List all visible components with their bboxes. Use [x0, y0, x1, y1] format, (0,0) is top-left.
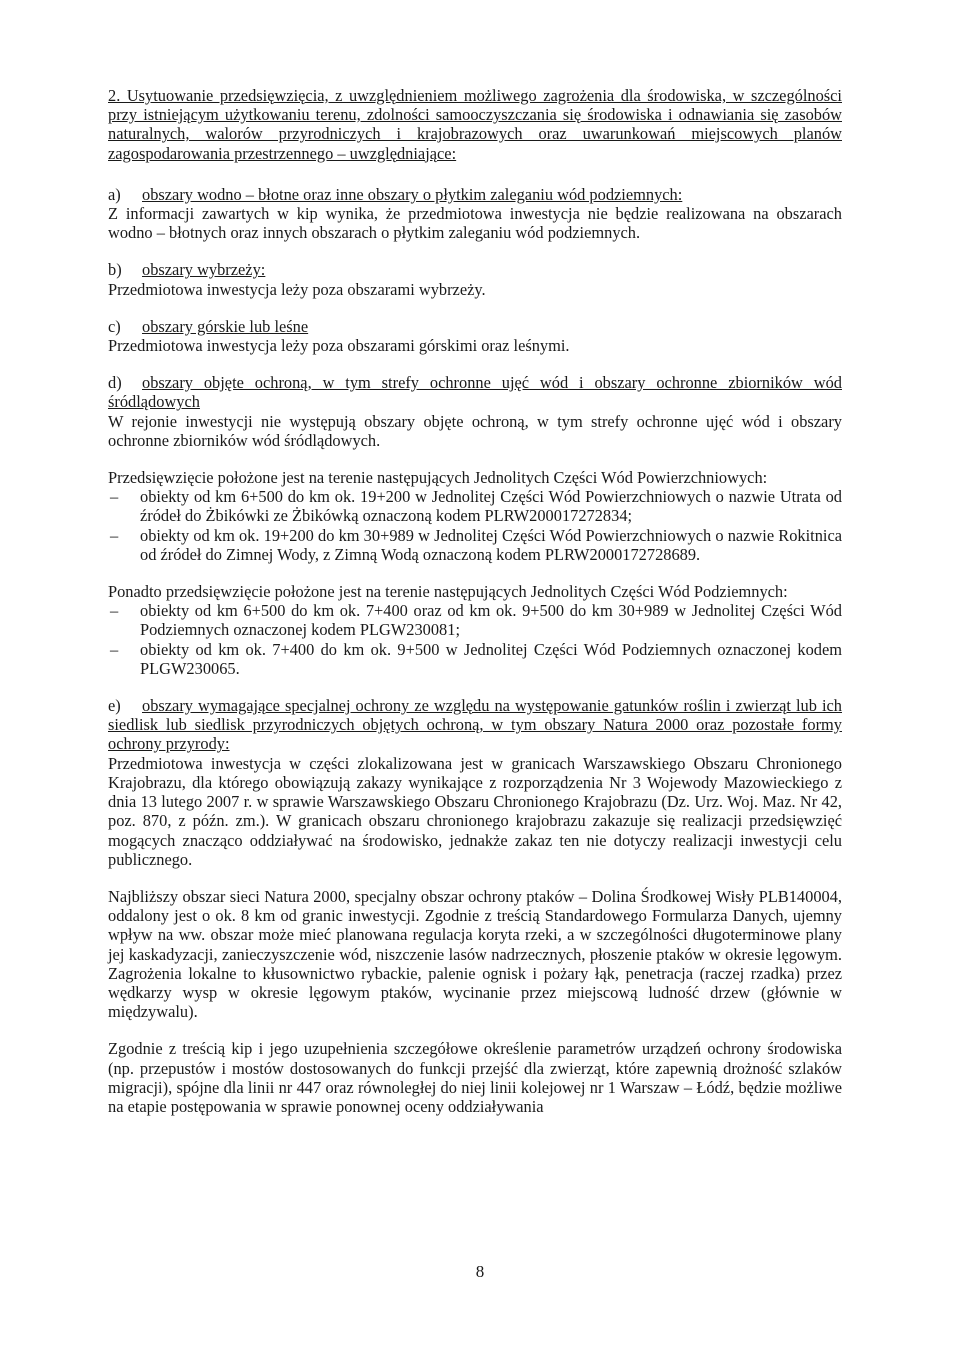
item-label: d)	[108, 373, 122, 393]
item-body: Przedmiotowa inwestycja w części zlokalizowana jest w granicach Warszawskiego Obszaru Chronionego Krajobrazu, dla którego obowiązują zakazy wynikające z rozporządzenia Nr 3 Wojewody Mazowieckiego z dnia 13 lutego 2007 r. w sprawie Warszawskiego Obszaru Chronionego Krajobrazu (Dz. Urz. Woj. Maz. Nr 42, poz. 870, z późn. zm.). W granicach obszaru chronionego krajobrazu zakazuje się realizacji przedsięwzięć mogących znacząco oddziaływać na środowisko, jednakże zakaz ten nie dotyczy realizacji inwestycji celu publicznego.	[108, 753, 842, 869]
jcwpd-intro: Ponadto przedsięwzięcie położone jest na terenie następujących Jednolitych Części Wód Podziemnych:	[108, 582, 788, 602]
item-body: Przedmiotowa inwestycja leży poza obszarami górskimi oraz leśnymi.	[108, 336, 570, 356]
list-item-text: obiekty od km ok. 19+200 do km 30+989 w Jednolitej Części Wód Powierzchniowych o nazwie Rokitnica od źródeł do Zimnej Wody, z Zimną Wodą oznaczoną kodem PLRW2000172728689.	[140, 525, 842, 564]
list-item: – obiekty od km 6+500 do km ok. 7+400 oraz od km ok. 9+500 do km 30+989 w Jednolitej Części Wód Podziemnych oznaczonej kodem PLGW230081;	[110, 601, 842, 640]
item-a	[108, 185, 842, 204]
page-number: 8	[475, 1262, 485, 1281]
item-title: obszary wymagające specjalnej ochrony ze względu na występowanie gatunków roślin i zwierząt lub ich siedlisk lub siedlisk przyrodniczych objętych ochroną, w tym obszary Natura 2000 oraz pozostałe formy ochrony przyrody:	[108, 696, 842, 754]
item-c	[108, 317, 842, 336]
item-label: c)	[108, 316, 121, 336]
item-d-title	[108, 373, 842, 411]
jcwp-intro: Przedsięwzięcie położone jest na terenie następujących Jednolitych Części Wód Powierzchniowych:	[108, 468, 768, 488]
list-item: – obiekty od km ok. 19+200 do km 30+989 w Jednolitej Części Wód Powierzchniowych o nazwie Rokitnica od źródeł do Zimnej Wody, z Zimną Wodą oznaczoną kodem PLRW2000172728689.	[110, 525, 842, 564]
document-page	[108, 86, 842, 1116]
item-label: a)	[108, 184, 121, 204]
item-body: W rejonie inwestycji nie występują obszary objęte ochroną, w tym strefy ochronne ujęć wód i obszary ochronne zbiorników wód śródlądowych.	[108, 411, 842, 450]
list-item: – obiekty od km ok. 7+400 do km ok. 9+500 w Jednolitej Części Wód Podziemnych oznaczonej kodem PLGW230065.	[110, 639, 842, 678]
kip-paragraph: Zgodnie z treścią kip i jego uzupełnienia szczegółowe określenie parametrów urządzeń ochrony środowiska (np. przepustów i mostów dostosowanych do funkcji przejść dla zwierząt, które zapewnią drożność szlaków migracji), spójne dla linii nr 447 oraz równoległej do niej linii kolejowej nr 1 Warszaw – Łódź, będzie możliwe na etapie postępowania w sprawie ponownej oceny oddziaływania	[108, 1039, 842, 1116]
item-label: b)	[108, 260, 122, 280]
item-b	[108, 260, 842, 279]
item-title: obszary górskie lub leśne	[142, 316, 309, 336]
list-item: – obiekty od km 6+500 do km ok. 19+200 w Jednolitej Części Wód Powierzchniowych o nazwie Utrata od źródeł do Żbikówki ze Żbikówką oznaczoną kodem PLRW200017272834;	[110, 487, 842, 526]
natura-paragraph: Najbliższy obszar sieci Natura 2000, specjalny obszar ochrony ptaków – Dolina Środkowej Wisły PLB140004, oddalony jest o ok. 8 km od granic inwestycji. Zgodnie z treścią Standardowego Formularza Danych, ujemny wpływ na ww. obszar może mieć planowana regulacja koryta rzeki, a w szczególności długoterminowe plany jej kaskadyzacji, zanieczyszczenie wód, niszczenie lasów nadrzecznych, płoszenie ptaków w okresie lęgowym. Zagrożenia lokalne to kłusownictwo rybackie, palenie ognisk i pożary łąk, penetracja (raczej rzadka) przez wędkarzy wysp w okresie lęgowym ptaków, wycinanie przez miejscową ludność drzew (głównie w międzywalu).	[108, 886, 842, 1022]
item-title: obszary wodno – błotne oraz inne obszary o płytkim zaleganiu wód podziemnych:	[142, 184, 683, 204]
list-item-text: obiekty od km ok. 7+400 do km ok. 9+500 w Jednolitej Części Wód Podziemnych oznaczonej kodem PLGW230065.	[140, 639, 842, 678]
item-body: Przedmiotowa inwestycja leży poza obszarami wybrzeży.	[108, 279, 486, 299]
section-heading: 2. Usytuowanie przedsięwzięcia, z uwzględnieniem możliwego zagrożenia dla środowiska, w szczególności przy istniejącym użytkowaniu terenu, zdolności samooczyszczania się środowiska i odnawiania się zasobów naturalnych, walorów przyrodniczych i krajobrazowych oraz uwarunkowań miejscowych planów zagospodarowania przestrzennego – uwzględniające:	[108, 86, 842, 163]
list-item-text: obiekty od km 6+500 do km ok. 7+400 oraz od km ok. 9+500 do km 30+989 w Jednolitej Części Wód Podziemnych oznaczonej kodem PLGW230081;	[140, 601, 842, 640]
item-title: obszary wybrzeży:	[142, 260, 266, 280]
item-e-title	[108, 696, 842, 754]
item-body: Z informacji zawartych w kip wynika, że przedmiotowa inwestycja nie będzie realizowana na obszarach wodno – błotnych oraz innych obszarach o płytkim zaleganiu wód podziemnych.	[108, 204, 842, 243]
list-item-text: obiekty od km 6+500 do km ok. 19+200 w Jednolitej Części Wód Powierzchniowych o nazwie Utrata od źródeł do Żbikówki ze Żbikówką oznaczoną kodem PLRW200017272834;	[140, 487, 842, 526]
item-title: obszary objęte ochroną, w tym strefy ochronne ujęć wód i obszary ochronne zbiorników wód śródlądowych	[108, 373, 842, 412]
item-label: e)	[108, 696, 121, 716]
